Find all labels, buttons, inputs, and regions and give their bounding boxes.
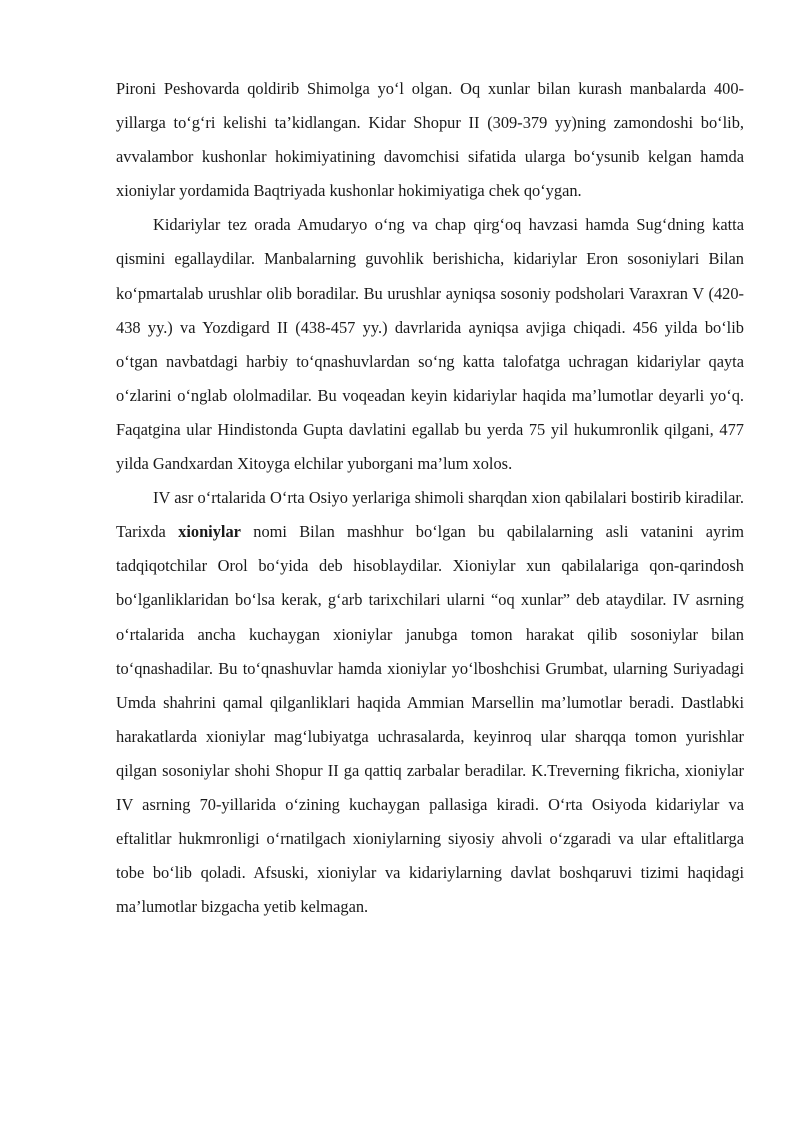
paragraph-2 — [116, 208, 744, 481]
document-body — [116, 72, 744, 924]
paragraph-2-text: Kidariylar tez orada Amudaryo o‘ng va chap qirg‘oq havzasi hamda Sug‘dning katta qismini egallaydilar. Manbalarning guvohlik berishicha, kidariylar Eron sosoniylari Bilan ko‘pmartalab urushlar olib boradilar. Bu urushlar ayniqsa sosoniy podsholari Varaxran V (420-438 yy.) va Yozdigard II (438-457 yy.) davrlarida ayniqsa avjiga chiqadi. 456 yilda bo‘lib o‘tgan navbatdagi harbiy to‘qnashuvlardan so‘ng katta talofatga uchragan kidariylar qayta o‘zlarini o‘nglab ololmadilar. Bu voqeadan keyin kidariylar haqida ma’lumotlar deyarli yo‘q. Faqatgina ular Hindistonda Gupta davlatini egallab bu yerda 75 yil hukumronlik qilgani, 477 yilda Gandxardan Xitoyga elchilar yuborgani ma’lum xolos. — [116, 215, 744, 474]
paragraph-1-text: Pironi Peshovarda qoldirib Shimolga yo‘l olgan. Oq xunlar bilan kurash manbalarda 400-yillarga to‘g‘ri kelishi ta’kidlangan. Kidar Shopur II (309-379 yy)ning zamondoshi bo‘lib, avvalambor kushonlar hokimiyatining davomchisi sifatida ularga bo‘ysunib kelgan hamda xioniylar yordamida Baqtriyada kushonlar hokimiyatiga chek qo‘ygan. — [116, 79, 744, 201]
paragraph-3-text-start: IV asr o‘rtalarida O‘rta Osiyo yerlariga shimoli sharqdan xion qabilalari bostirib kiradilar. Tarixda — [116, 488, 744, 542]
paragraph-3-bold-term: xioniylar — [178, 522, 241, 542]
paragraph-1 — [116, 72, 744, 208]
paragraph-3 — [116, 481, 744, 924]
paragraph-3-text-end: nomi Bilan mashhur bo‘lgan bu qabilalarning asli vatanini ayrim tadqiqotchilar Orol bo‘yida deb hisoblaydilar. Xioniylar xun qabilalariga qon-qarindosh bo‘lganliklaridan bo‘lsa kerak, g‘arb tarixchilari ularni “oq xunlar” deb ataydilar. IV asrning o‘rtalarida ancha kuchaygan xioniylar janubga tomon harakat qilib sosoniylar bilan to‘qnashadilar. Bu to‘qnashuvlar hamda xioniylar yo‘lboshchisi Grumbat, ularning Suriyadagi Umda shahrini qamal qilganliklari haqida Ammian Marsellin ma’lumotlar beradi. Dastlabki harakatlarda xioniylar mag‘lubiyatga uchrasalarda, keyinroq ular sharqqa tomon yurishlar qilgan sosoniylar shohi Shopur II ga qattiq zarbalar beradilar. K.Treverning fikricha, xioniylar IV asrning 70-yillarida o‘zining kuchaygan pallasiga kiradi. O‘rta Osiyoda kidariylar va eftalitlar hukmronligi o‘rnatilgach xioniylarning siyosiy ahvoli o‘zgaradi va ular eftalitlarga tobe bo‘lib qoladi. Afsuski, xioniylar va kidariylarning davlat boshqaruvi tizimi haqidagi ma’lumotlar bizgacha yetib kelmagan. — [116, 522, 744, 917]
